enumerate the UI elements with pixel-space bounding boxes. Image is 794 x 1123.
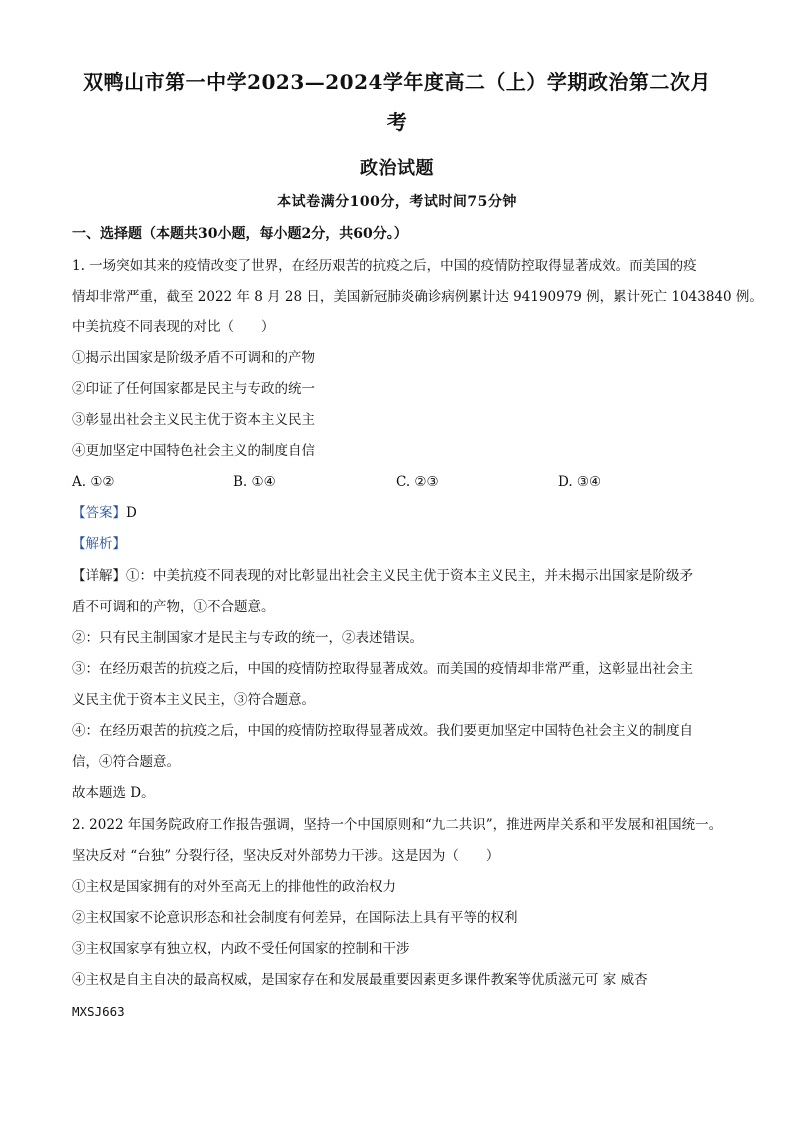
q2-item-3: ③主权国家享有独立权，内政不受任何国家的控制和干涉 [72,941,410,957]
q1-item-3: ③彰显出社会主义民主优于资本主义民主 [72,412,315,428]
q1-detail-line2: 盾不可调和的产物，①不合题意。 [72,599,275,615]
q1-item-4: ④更加坚定中国特色社会主义的制度自信 [72,443,315,459]
q1-choice-d: D. ③④ [558,474,602,490]
watermark-code: MXSJ663 [72,1004,125,1019]
q1-detail-line1: 【详解】①：中美抗疫不同表现的对比彰显出社会主义民主优于资本主义民主，并未揭示出国家是阶级矛 [72,568,693,584]
q1-detail-line4: ③：在经历艰苦的抗疫之后，中国的疫情防控取得显著成效。而美国的疫情却非常严重，这彰显出社会主 [72,661,693,677]
q1-stem-line2: 情却非常严重，截至 2022 年 8 月 28 日，美国新冠肺炎确诊病例累计达 94190979 例，累计死亡 1043840 例。 [72,289,763,305]
q2-item-4: ④主权是自主自决的最高权威，是国家存在和发展最重要因素更多课件教案等优质滋元可 家 威杏 [72,972,648,988]
q1-stem-line1: 1. 一场突如其来的疫情改变了世界，在经历艰苦的抗疫之后，中国的疫情防控取得显著成效。而美国的疫 [72,258,697,274]
q2-stem-line1: 2. 2022 年国务院政府工作报告强调，坚持一个中国原则和“九二共识”，推进两岸关系和平发展和祖国统一。 [72,817,723,833]
q1-stem-line3: 中美抗疫不同表现的对比（ ） [72,319,275,335]
q1-item-1: ①揭示出国家是阶级矛盾不可调和的产物 [72,350,315,366]
q1-choice-a: A. ①② [72,474,115,490]
q1-answer-row [72,503,732,523]
q1-choice-c: C. ②③ [396,474,439,490]
q1-detail-line7: 信，④符合题意。 [72,754,180,770]
q1-detail-line6: ④：在经历艰苦的抗疫之后，中国的疫情防控取得显著成效。我们要更加坚定中国特色社会主义的制度自 [72,723,693,739]
q2-stem-line2: 坚决反对 “台独” 分裂行径，坚决反对外部势力干涉。这是因为（ ） [72,848,500,864]
q1-item-2: ②印证了任何国家都是民主与专政的统一 [72,381,315,397]
q2-item-2: ②主权国家不论意识形态和社会制度有何差异，在国际法上具有平等的权利 [72,910,518,926]
q2-item-1: ①主权是国家拥有的对外至高无上的排他性的政治权力 [72,879,396,895]
exam-title-line2: 考 [386,110,408,134]
q1-choice-b: B. ①④ [233,474,276,490]
q1-detail-line5: 义民主优于资本主义民主，③符合题意。 [72,692,315,708]
analysis-tag: 【解析】 [72,536,126,552]
score-note: 本试卷满分100分，考试时间75分钟 [277,194,517,210]
q1-conclusion: 故本题选 D。 [72,785,155,801]
q1-detail-line3: ②：只有民主制国家才是民主与专政的统一，②表述错误。 [72,630,423,646]
section-heading: 一、选择题（本题共30小题，每小题2分，共60分。） [72,226,408,242]
answer-tag: 【答案】 [72,505,126,521]
exam-title-line1: 双鸭山市第一中学2023—2024学年度高二（上）学期政治第二次月 [83,70,711,94]
answer-value: D [126,505,137,521]
exam-subtitle: 政治试题 [360,158,434,179]
